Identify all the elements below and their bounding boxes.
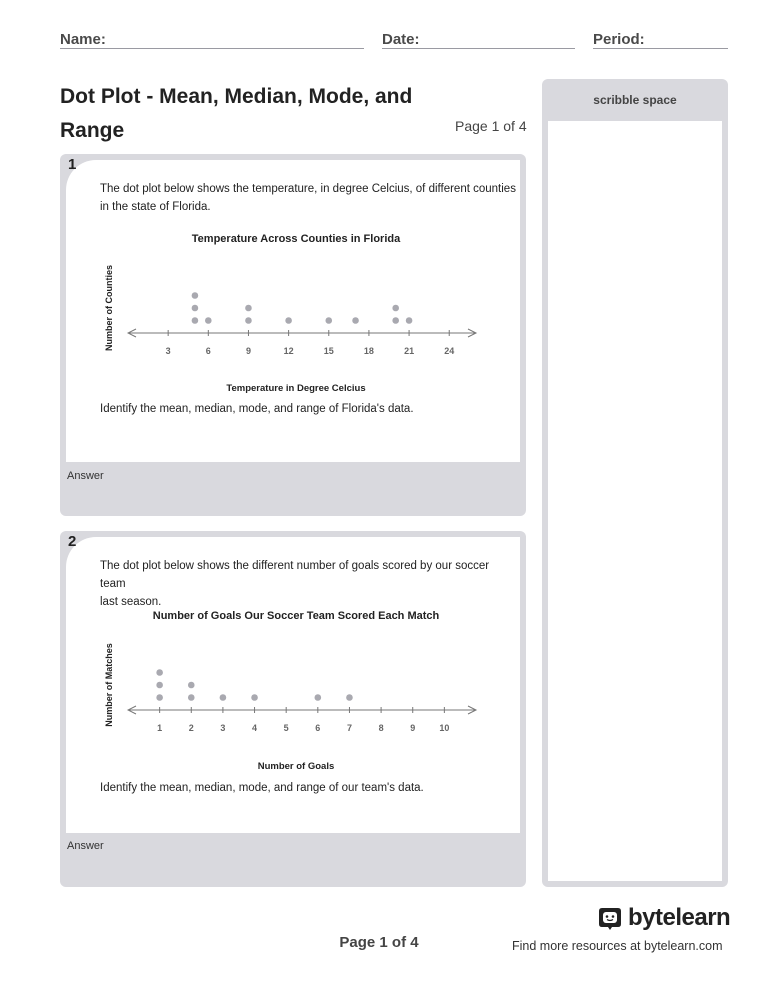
axis-layer xyxy=(128,706,476,733)
question-body-2 xyxy=(66,537,520,833)
chart-title: Temperature Across Counties in Florida xyxy=(191,233,401,245)
data-dot xyxy=(205,317,212,324)
x-tick-label: 24 xyxy=(444,346,455,356)
question-text-2-line2: last season. xyxy=(100,596,162,608)
page-indicator: Page 1 of 4 xyxy=(455,118,527,134)
name-label: Name: xyxy=(60,31,106,48)
question-prompt-1: Identify the mean, median, mode, and range of Florida's data. xyxy=(100,403,414,415)
dots-layer xyxy=(156,669,352,701)
bytelearn-logo-icon xyxy=(596,906,624,932)
x-tick-label: 8 xyxy=(378,723,384,733)
period-line[interactable] xyxy=(593,48,728,49)
data-dot xyxy=(406,317,413,324)
question-text-1 xyxy=(100,180,516,216)
scribble-panel xyxy=(542,79,728,887)
x-tick-label: 15 xyxy=(323,346,334,356)
data-dot xyxy=(346,694,353,701)
date-line[interactable] xyxy=(382,48,575,49)
x-tick-label: 12 xyxy=(283,346,294,356)
data-dot xyxy=(192,305,199,312)
question-card-2 xyxy=(60,531,526,887)
data-dot xyxy=(245,317,252,324)
data-dot xyxy=(245,305,252,312)
page-title-line1: Dot Plot - Mean, Median, Mode, and xyxy=(60,85,413,108)
date-label: Date: xyxy=(382,31,420,48)
data-dot xyxy=(156,669,163,676)
chart-title: Number of Goals Our Soccer Team Scored Each Match xyxy=(152,610,440,622)
x-tick-label: 9 xyxy=(245,346,251,356)
x-tick-label: 4 xyxy=(252,723,258,733)
dots-layer xyxy=(192,292,413,324)
question-prompt-2: Identify the mean, median, mode, and range of our team's data. xyxy=(100,782,424,794)
question-text-1-line2: in the state of Florida. xyxy=(100,201,211,213)
x-tick-label: 21 xyxy=(404,346,415,356)
dot-plot-2 xyxy=(66,597,520,777)
y-axis-label: Number of Counties xyxy=(104,264,114,352)
x-tick-label: 3 xyxy=(220,723,226,733)
data-dot xyxy=(192,292,199,299)
answer-label-2: Answer xyxy=(67,840,104,852)
brand-tagline: Find more resources at bytelearn.com xyxy=(512,939,723,953)
footer-page-number: Page 1 of 4 xyxy=(339,934,419,951)
data-dot xyxy=(156,694,163,701)
period-label: Period: xyxy=(593,31,645,48)
question-number-2: 2 xyxy=(68,533,77,550)
data-dot xyxy=(315,694,322,701)
answer-area-2[interactable] xyxy=(60,833,526,887)
answer-label-1: Answer xyxy=(67,470,104,482)
x-tick-label: 3 xyxy=(165,346,171,356)
x-tick-label: 1 xyxy=(157,723,163,733)
brand-name: bytelearn xyxy=(628,904,731,931)
data-dot xyxy=(392,317,399,324)
x-tick-label: 9 xyxy=(410,723,416,733)
page-title-line2: Range xyxy=(60,119,125,142)
page-title xyxy=(60,80,460,148)
data-dot xyxy=(188,682,195,689)
dot-plot-1 xyxy=(66,220,520,400)
x-axis-label: Number of Goals xyxy=(257,761,335,772)
x-tick-label: 7 xyxy=(346,723,352,733)
data-dot xyxy=(251,694,258,701)
x-tick-label: 6 xyxy=(205,346,211,356)
question-card-1 xyxy=(60,154,526,516)
answer-area-1[interactable] xyxy=(60,462,526,516)
x-tick-label: 5 xyxy=(283,723,289,733)
scribble-area[interactable] xyxy=(548,121,722,881)
y-axis-label: Number of Matches xyxy=(104,643,114,727)
scribble-label: scribble space xyxy=(593,93,677,107)
x-tick-label: 10 xyxy=(439,723,450,733)
name-line[interactable] xyxy=(60,48,364,49)
question-number-1: 1 xyxy=(68,156,77,173)
data-dot xyxy=(188,694,195,701)
x-tick-label: 2 xyxy=(188,723,194,733)
x-tick-label: 18 xyxy=(363,346,374,356)
question-body-1 xyxy=(66,160,520,462)
data-dot xyxy=(156,682,163,689)
data-dot xyxy=(325,317,332,324)
data-dot xyxy=(352,317,359,324)
data-dot xyxy=(392,305,399,312)
x-axis-label: Temperature in Degree Celcius xyxy=(226,383,366,394)
x-tick-label: 6 xyxy=(315,723,321,733)
data-dot xyxy=(220,694,227,701)
question-text-1-line1: The dot plot below shows the temperature, in degree Celcius, of different counties xyxy=(100,183,516,195)
axis-layer xyxy=(128,329,476,356)
data-dot xyxy=(285,317,292,324)
data-dot xyxy=(192,317,199,324)
question-text-2-line1: The dot plot below shows the different number of goals scored by our soccer team xyxy=(100,560,490,590)
